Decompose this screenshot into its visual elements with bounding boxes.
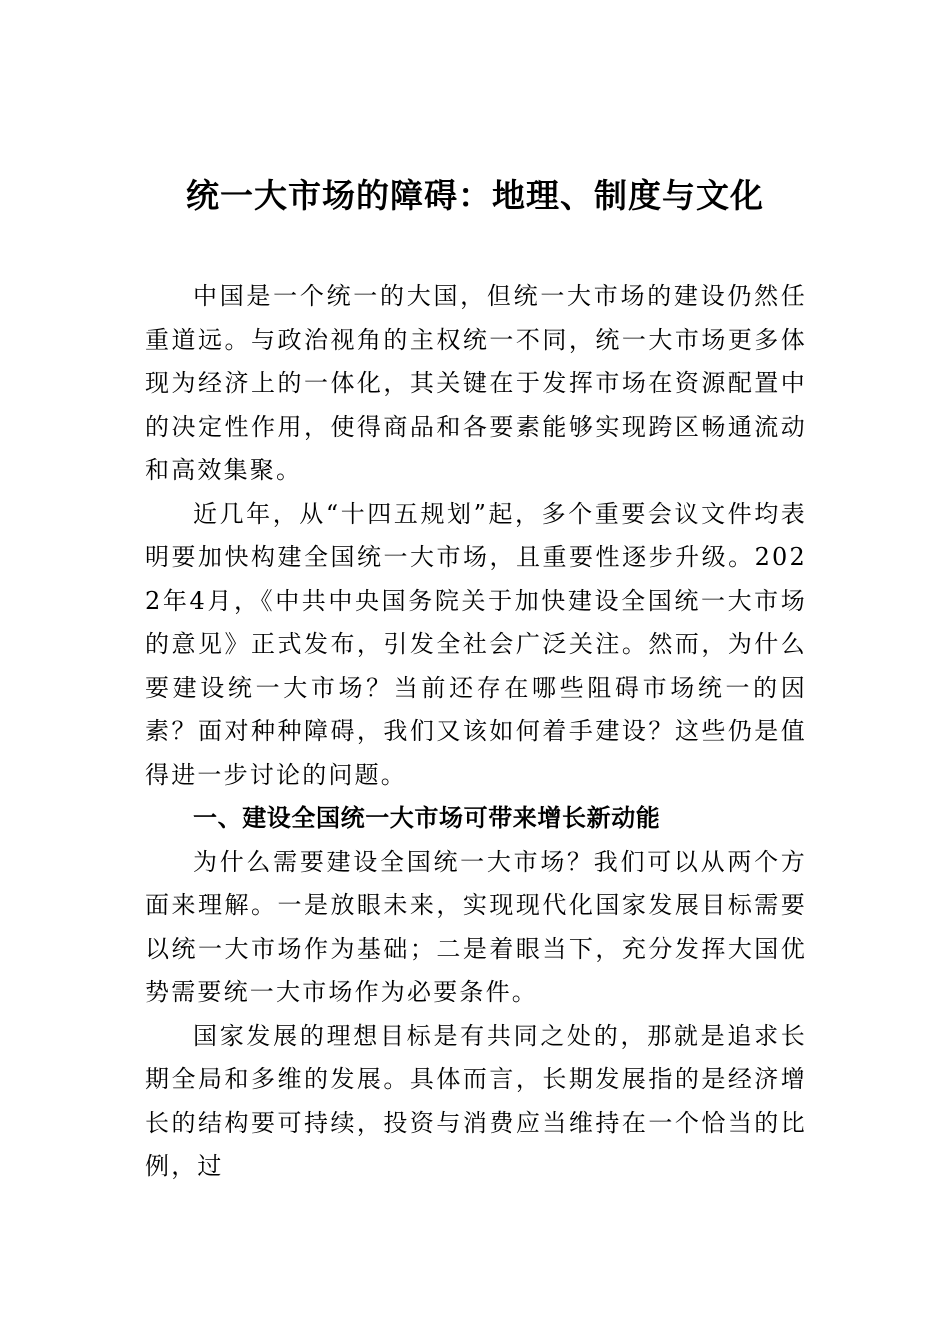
paragraph-section-2: 国家发展的理想目标是有共同之处的，那就是追求长期全局和多维的发展。具体而言，长期发展指的是经济增长的结构要可持续，投资与消费应当维持在一个恰当的比例，过 — [145, 1021, 807, 1180]
document-title: 统一大市场的障碍：地理、制度与文化 — [186, 176, 764, 215]
paragraph-intro: 中国是一个统一的大国，但统一大市场的建设仍然任重道远。与政治视角的主权统一不同，统一大市场更多体现为经济上的一体化，其关键在于发挥市场在资源配置中的决定性作用，使得商品和各要素能够实现跨区畅通流动和高效集聚。 — [145, 282, 807, 484]
section-heading: 一、建设全国统一大市场可带来增长新动能 — [193, 804, 661, 832]
paragraph-section-1: 为什么需要建设全国统一大市场？我们可以从两个方面来理解。一是放眼未来，实现现代化国家发展目标需要以统一大市场作为基础；二是着眼当下，充分发挥大国优势需要统一大市场作为必要条件。 — [145, 847, 807, 1006]
paragraph-background: 近几年，从“十四五规划”起，多个重要会议文件均表明要加快构建全国统一大市场，且重要性逐步升级。2022年4月，《中共中央国务院关于加快建设全国统一大市场的意见》正式发布，引发全社会广泛关注。然而，为什么要建设统一大市场？当前还存在哪些阻碍市场统一的因素？面对种种障碍，我们又该如何着手建设？这些仍是值得进一步讨论的问题。 — [145, 499, 807, 789]
document-body — [145, 275, 807, 1189]
